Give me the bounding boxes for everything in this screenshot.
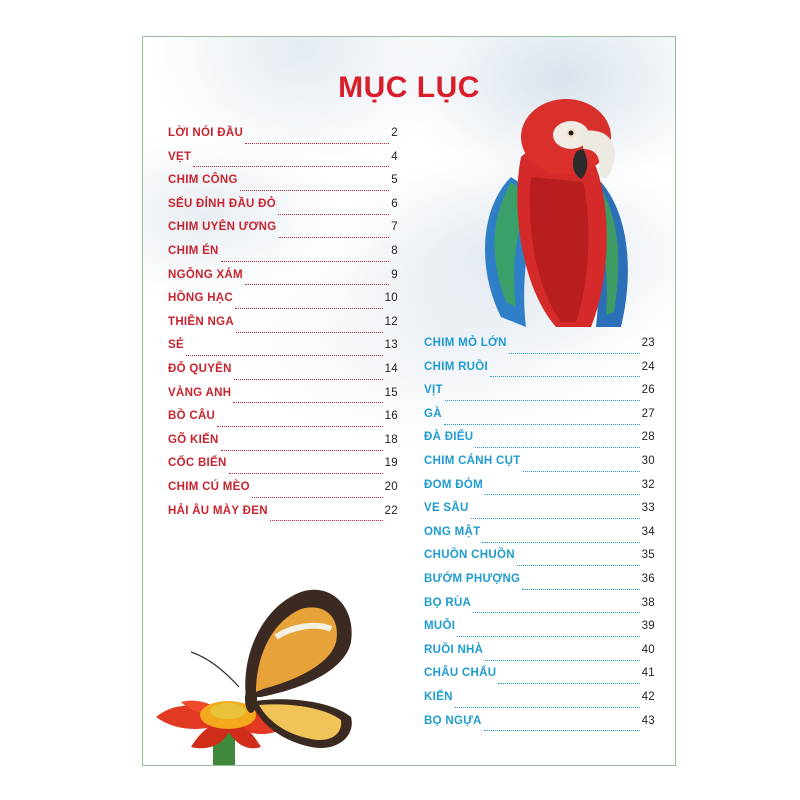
dot-leader xyxy=(279,236,390,238)
toc-entry xyxy=(424,644,655,668)
dot-leader xyxy=(484,729,640,731)
dot-leader xyxy=(471,517,640,519)
toc-page-number: 12 xyxy=(384,315,398,328)
dot-leader xyxy=(245,142,389,144)
toc-entry xyxy=(168,221,398,245)
toc-entry xyxy=(424,431,655,455)
toc-entry-title: VE SẦU xyxy=(424,502,469,515)
toc-entry-title: SẾU ĐỈNH ĐẦU ĐỎ xyxy=(168,197,277,210)
toc-entry-title: VẸT xyxy=(168,150,192,163)
page-title: MỤC LỤC xyxy=(338,71,480,104)
toc-entry-title: ĐÀ ĐIỂU xyxy=(424,431,474,444)
toc-page-number: 18 xyxy=(384,433,398,446)
toc-entry xyxy=(424,337,655,361)
toc-entry xyxy=(168,434,398,458)
dot-leader xyxy=(455,706,640,708)
dot-leader xyxy=(517,564,640,566)
toc-page-number: 2 xyxy=(391,127,398,139)
toc-page-number: 34 xyxy=(641,525,655,538)
dot-leader xyxy=(229,472,383,474)
dot-leader xyxy=(475,446,639,448)
dot-leader xyxy=(236,331,383,333)
toc-entry-title: SẺ xyxy=(168,339,184,352)
toc-entry-title: ĐỖ QUYÊN xyxy=(168,362,232,375)
toc-entry-title: VỊT xyxy=(424,384,443,397)
book-page xyxy=(142,36,676,766)
toc-page-number: 23 xyxy=(641,337,655,349)
toc-entry xyxy=(168,292,398,316)
toc-page-number: 7 xyxy=(391,221,398,234)
dot-leader xyxy=(444,423,640,425)
dot-leader xyxy=(217,425,382,427)
toc-page-number: 43 xyxy=(641,714,655,727)
toc-entry xyxy=(424,549,655,573)
toc-entry xyxy=(424,361,655,385)
dot-leader xyxy=(186,354,383,356)
dot-leader xyxy=(509,352,640,354)
dot-leader xyxy=(457,635,639,637)
toc-entry xyxy=(424,479,655,503)
toc-page-number: 19 xyxy=(384,457,398,470)
toc-entry xyxy=(424,573,655,597)
toc-entry xyxy=(424,691,655,715)
dot-leader xyxy=(221,260,390,262)
toc-entry xyxy=(168,316,398,340)
toc-entry xyxy=(424,597,655,621)
dot-leader xyxy=(270,519,383,521)
toc-entry xyxy=(168,363,398,387)
toc-entry-title: THIÊN NGA xyxy=(168,315,234,328)
toc-page-number: 36 xyxy=(641,572,655,585)
toc-entry-title: CHIM ÉN xyxy=(168,244,219,257)
toc-page-number: 30 xyxy=(641,454,655,467)
toc-page-number: 10 xyxy=(384,292,398,305)
toc-entry xyxy=(168,127,398,151)
toc-entry-title: CHUỒN CHUỒN xyxy=(424,549,515,562)
toc-entry xyxy=(424,408,655,432)
dot-leader xyxy=(473,611,639,613)
dot-leader xyxy=(485,493,640,495)
toc-entry-title: CHÂU CHẤU xyxy=(424,667,497,680)
toc-page-number: 41 xyxy=(641,667,655,680)
toc-entry-title: CỐC BIỂN xyxy=(168,457,227,470)
dot-leader xyxy=(445,399,640,401)
toc-entry-title: HẢI ÂU MÀY ĐEN xyxy=(168,504,268,517)
toc-entry-title: ĐOM ĐÓM xyxy=(424,478,483,491)
toc-entry xyxy=(168,410,398,434)
toc-page-number: 35 xyxy=(641,549,655,562)
toc-entry xyxy=(424,667,655,691)
toc-entry-title: ONG MẬT xyxy=(424,525,481,538)
parrot-illustration xyxy=(471,87,641,332)
toc-entry-title: CHIM RUỒI xyxy=(424,360,489,373)
toc-entry-title: RUỒI NHÀ xyxy=(424,643,484,656)
toc-entry xyxy=(168,245,398,269)
toc-entry xyxy=(168,505,398,529)
toc-page-number: 6 xyxy=(391,197,398,210)
toc-page-number: 26 xyxy=(641,384,655,397)
dot-leader xyxy=(523,470,640,472)
toc-page-number: 24 xyxy=(641,360,655,373)
toc-entry-title: LỜI NÓI ĐẦU xyxy=(168,127,244,139)
toc-entry xyxy=(168,174,398,198)
toc-page-number: 13 xyxy=(384,339,398,352)
toc-entry xyxy=(424,455,655,479)
dot-leader xyxy=(235,307,383,309)
toc-entry-title: BỌ RÙA xyxy=(424,596,472,609)
toc-entry xyxy=(168,339,398,363)
dot-leader xyxy=(485,659,639,661)
toc-page-number: 4 xyxy=(391,150,398,163)
dot-leader xyxy=(482,541,639,543)
toc-page-number: 32 xyxy=(641,478,655,491)
toc-page-number: 28 xyxy=(641,431,655,444)
toc-page-number: 15 xyxy=(384,386,398,399)
toc-entry xyxy=(424,502,655,526)
toc-entry xyxy=(168,198,398,222)
toc-page-number: 42 xyxy=(641,690,655,703)
toc-entry-title: NGỖNG XÁM xyxy=(168,268,243,281)
toc-entry-title: BƯỚM PHƯỢNG xyxy=(424,572,521,585)
toc-entry xyxy=(424,620,655,644)
toc-entry-title: CHIM CÁNH CỤT xyxy=(424,454,521,467)
toc-page-number: 39 xyxy=(641,620,655,633)
dot-leader xyxy=(252,496,383,498)
toc-page-number: 38 xyxy=(641,596,655,609)
toc-page-number: 8 xyxy=(391,244,398,257)
toc-page-number: 33 xyxy=(641,502,655,515)
toc-entry xyxy=(424,715,655,739)
toc-entry xyxy=(168,269,398,293)
toc-entry xyxy=(424,526,655,550)
toc-page-number: 27 xyxy=(641,407,655,420)
toc-entry xyxy=(168,457,398,481)
dot-leader xyxy=(193,165,389,167)
toc-entry xyxy=(168,387,398,411)
toc-entry-title: MUỖI xyxy=(424,620,456,633)
toc-entry-title: CHIM MỎ LỚN xyxy=(424,337,507,349)
toc-page-number: 20 xyxy=(384,480,398,493)
toc-entry-title: VÀNG ANH xyxy=(168,386,232,399)
toc-page-number: 16 xyxy=(384,410,398,423)
dot-leader xyxy=(490,375,640,377)
dot-leader xyxy=(234,378,383,380)
toc-page-number: 40 xyxy=(641,643,655,656)
toc-page-number: 22 xyxy=(384,504,398,517)
dot-leader xyxy=(221,449,383,451)
toc-entry-title: KIẾN xyxy=(424,690,453,703)
dot-leader xyxy=(245,283,389,285)
toc-entry xyxy=(424,384,655,408)
dot-leader xyxy=(498,682,639,684)
toc-entry-title: BỌ NGỰA xyxy=(424,714,482,727)
toc-entry-title: HỒNG HẠC xyxy=(168,292,234,305)
toc-page-number: 9 xyxy=(391,268,398,281)
dot-leader xyxy=(522,588,639,590)
toc-entry-title: GÀ xyxy=(424,407,442,420)
toc-entry-title: CHIM CÚ MÈO xyxy=(168,480,250,493)
toc-entry-title: CHIM UYÊN ƯƠNG xyxy=(168,221,277,234)
dot-leader xyxy=(278,213,389,215)
toc-page-number: 14 xyxy=(384,362,398,375)
toc-right-column xyxy=(424,337,655,738)
toc-entry xyxy=(168,481,398,505)
toc-entry-title: CHIM CÔNG xyxy=(168,174,238,187)
toc-entry-title: BỒ CÂU xyxy=(168,410,216,423)
dot-leader xyxy=(233,401,382,403)
toc-left-column xyxy=(168,127,398,528)
dot-leader xyxy=(240,189,390,191)
toc-page-number: 5 xyxy=(391,174,398,187)
toc-entry xyxy=(168,151,398,175)
toc-entry-title: GÕ KIẾN xyxy=(168,433,219,446)
butterfly-illustration xyxy=(151,547,371,766)
